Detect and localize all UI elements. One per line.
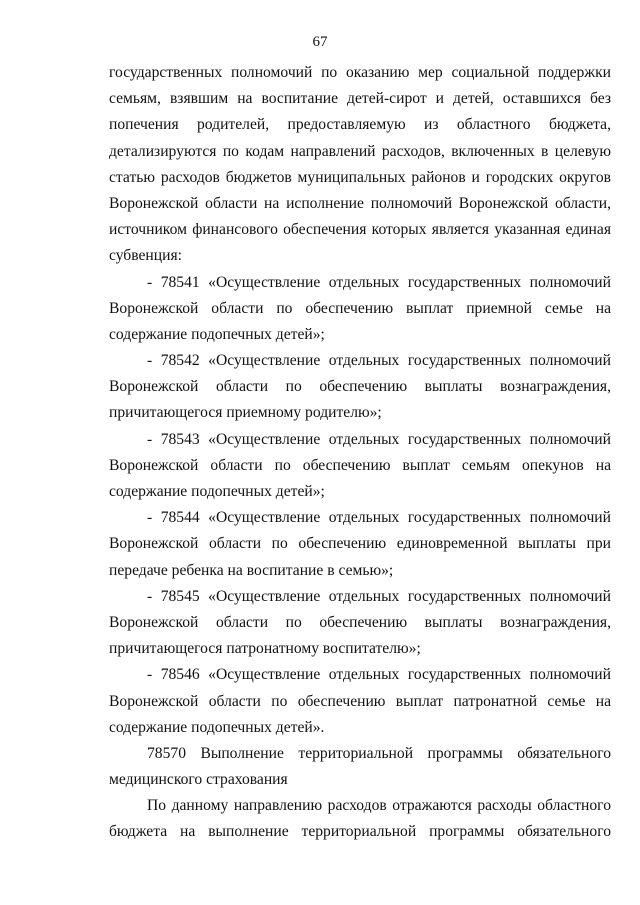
text-line: - 78545 «Осуществление отдельных государственных полномочий — [147, 587, 611, 605]
text-line: Воронежской области по обеспечению выплат патронатной семье на — [109, 692, 611, 710]
text-line: статью расходов бюджетов муниципальных районов и городских округов — [109, 168, 611, 186]
text-line: медицинского страхования — [109, 771, 288, 789]
text-line: Воронежской области по обеспечению выплаты вознаграждения, — [109, 613, 611, 631]
text-line: - 78546 «Осуществление отдельных государственных полномочий — [147, 666, 611, 684]
text-line: причитающегося патронатному воспитателю»; — [109, 640, 421, 658]
text-line: Воронежской области на исполнение полномочий Воронежской области, — [109, 194, 611, 212]
text-line: причитающегося приемному родителю»; — [109, 404, 382, 422]
text-line: Воронежской области по обеспечению выплаты вознаграждения, — [109, 378, 611, 396]
text-line: субвенция: — [109, 247, 182, 265]
text-line: содержание подопечных детей». — [109, 718, 325, 736]
text-line: государственных полномочий по оказанию мер социальной поддержки — [109, 64, 611, 81]
text-line: семьям, взявшим на воспитание детей-сирот и детей, оставшихся без — [109, 90, 611, 108]
page-number: 67 — [312, 34, 328, 50]
text-line: попечения родителей, предоставляемую из областного бюджета, — [109, 116, 611, 134]
text-line: - 78541 «Осуществление отдельных государственных полномочий — [147, 273, 611, 291]
text-line: По данному направлению расходов отражаются расходы областного — [147, 797, 611, 815]
text-line: источником финансового обеспечения которых является указанная единая — [109, 221, 611, 239]
text-line: - 78542 «Осуществление отдельных государственных полномочий — [147, 352, 611, 370]
text-line: передаче ребенка на воспитание в семью»; — [109, 561, 394, 579]
text-line: - 78544 «Осуществление отдельных государственных полномочий — [147, 509, 611, 527]
text-line: Воронежской области по обеспечению выплат семьям опекунов на — [109, 456, 611, 474]
text-line: Воронежской области по обеспечению выплат приемной семье на — [109, 299, 611, 317]
document-body — [109, 60, 611, 846]
text-line: бюджета на выполнение территориальной программы обязательного — [109, 823, 611, 841]
text-line: содержание подопечных детей»; — [109, 483, 325, 500]
text-line: - 78543 «Осуществление отдельных государственных полномочий — [147, 430, 611, 448]
text-line: Воронежской области по обеспечению единовременной выплаты при — [109, 535, 611, 553]
text-line: содержание подопечных детей»; — [109, 325, 325, 343]
text-line: 78570 Выполнение территориальной программы обязательного — [147, 744, 611, 762]
text-line: детализируются по кодам направлений расходов, включенных в целевую — [109, 142, 611, 160]
